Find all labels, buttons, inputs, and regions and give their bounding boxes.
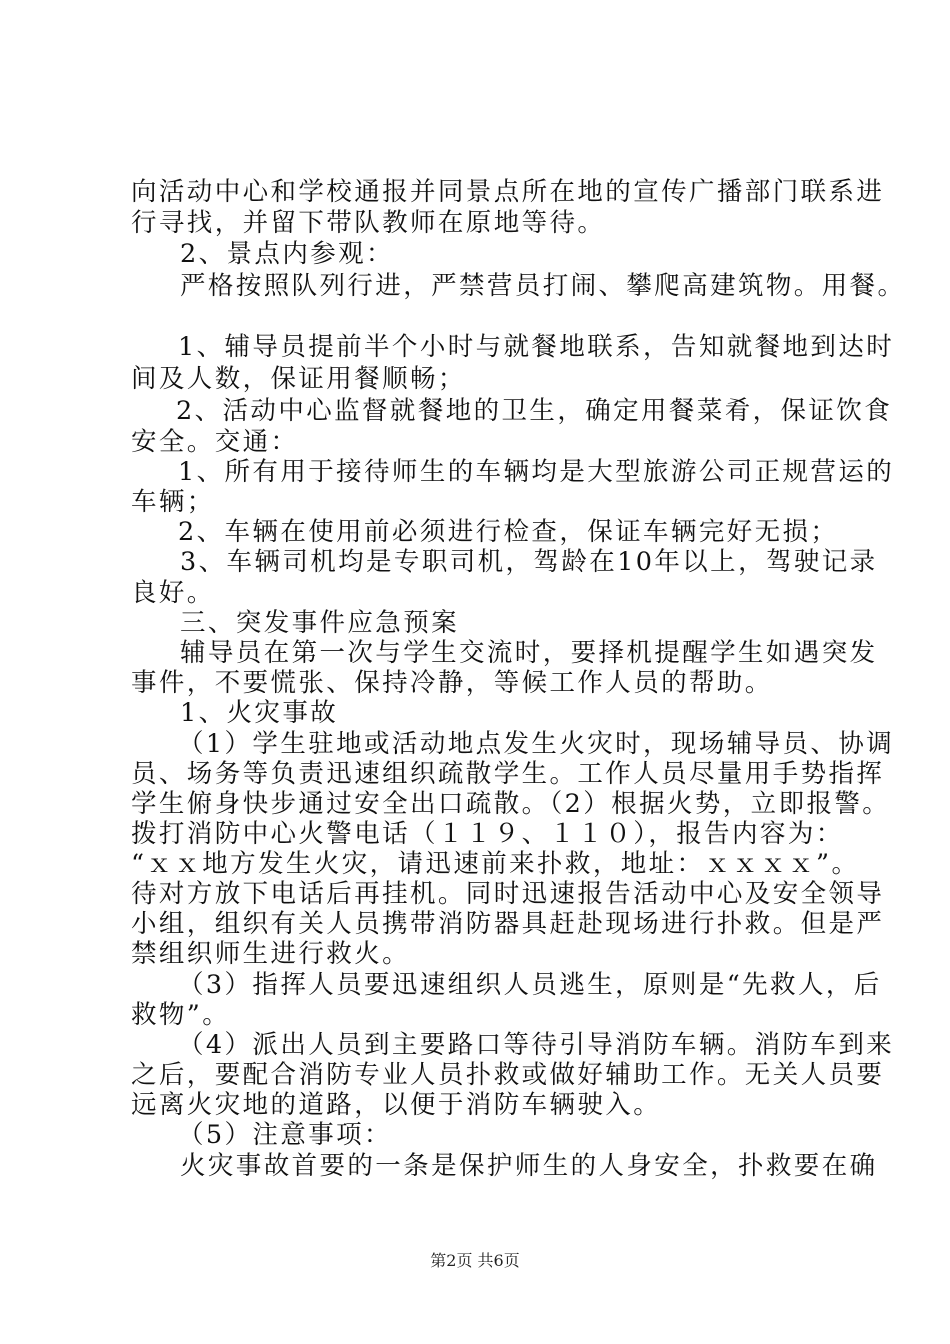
body-line: 待对方放下电话后再挂机。同时迅速报告活动中心及安全领导 [131, 879, 885, 909]
body-line: （3）指挥人员要迅速组织人员逃生，原则是“先救人，后 [178, 970, 882, 1000]
body-line: 学生俯身快步通过安全出口疏散。（2）根据火势，立即报警。 [131, 789, 891, 819]
body-line: 车辆； [131, 487, 215, 517]
body-line: 行寻找，并留下带队教师在原地等待。 [131, 208, 606, 238]
section-heading: 2、景点内参观： [180, 239, 394, 269]
body-line: 员、场务等负责迅速组织疏散学生。工作人员尽量用手势指挥 [131, 759, 885, 789]
body-line: 1、辅导员提前半个小时与就餐地联系，告知就餐地到达时 [178, 332, 895, 362]
body-line: 拨打消防中心火警电话（１１９、１１０），报告内容为： [131, 819, 844, 849]
body-line: 2、车辆在使用前必须进行检查，保证车辆完好无损； [178, 517, 839, 547]
body-line: 之后，要配合消防专业人员扑救或做好辅助工作。无关人员要 [131, 1060, 885, 1090]
body-line: 向活动中心和学校通报并同景点所在地的宣传广播部门联系进 [131, 177, 885, 207]
body-line: 救物”。 [131, 1000, 231, 1030]
section-heading: （5）注意事项： [178, 1120, 392, 1150]
body-line: 辅导员在第一次与学生交流时，要择机提醒学生如遇突发 [180, 638, 878, 668]
body-line: 事件，不要慌张、保持冷静，等候工作人员的帮助。 [131, 668, 773, 698]
body-line: 严格按照队列行进，严禁营员打闹、攀爬高建筑物。用餐。 [180, 271, 906, 301]
body-line: 火灾事故首要的一条是保护师生的人身安全，扑救要在确 [180, 1151, 878, 1181]
body-line: 小组，组织有关人员携带消防器具赶赴现场进行扑救。但是严 [131, 909, 885, 939]
section-heading: 1、火灾事故 [180, 698, 339, 728]
body-line: 3、车辆司机均是专职司机，驾龄在10年以上，驾驶记录 [180, 547, 878, 577]
body-line: 1、所有用于接待师生的车辆均是大型旅游公司正规营运的 [178, 457, 895, 487]
body-line: “ｘｘ地方发生火灾，请迅速前来扑救，地址：ｘｘｘｘ”。 [131, 849, 860, 879]
body-line: 安全。交通： [131, 427, 299, 457]
page-number-footer: 第2页 共6页 [430, 1251, 520, 1270]
body-line: 间及人数，保证用餐顺畅； [131, 364, 466, 394]
body-line: （4）派出人员到主要路口等待引导消防车辆。消防车到来 [178, 1030, 895, 1060]
body-line: 远离火灾地的道路，以便于消防车辆驶入。 [131, 1090, 662, 1120]
body-line: （1）学生驻地或活动地点发生火灾时，现场辅导员、协调 [178, 729, 895, 759]
section-heading: 三、突发事件应急预案 [180, 608, 460, 638]
body-line: 2、活动中心监督就餐地的卫生，确定用餐菜肴，保证饮食 [176, 396, 893, 426]
body-line: 禁组织师生进行救火。 [131, 939, 411, 969]
body-line: 良好。 [131, 578, 215, 608]
